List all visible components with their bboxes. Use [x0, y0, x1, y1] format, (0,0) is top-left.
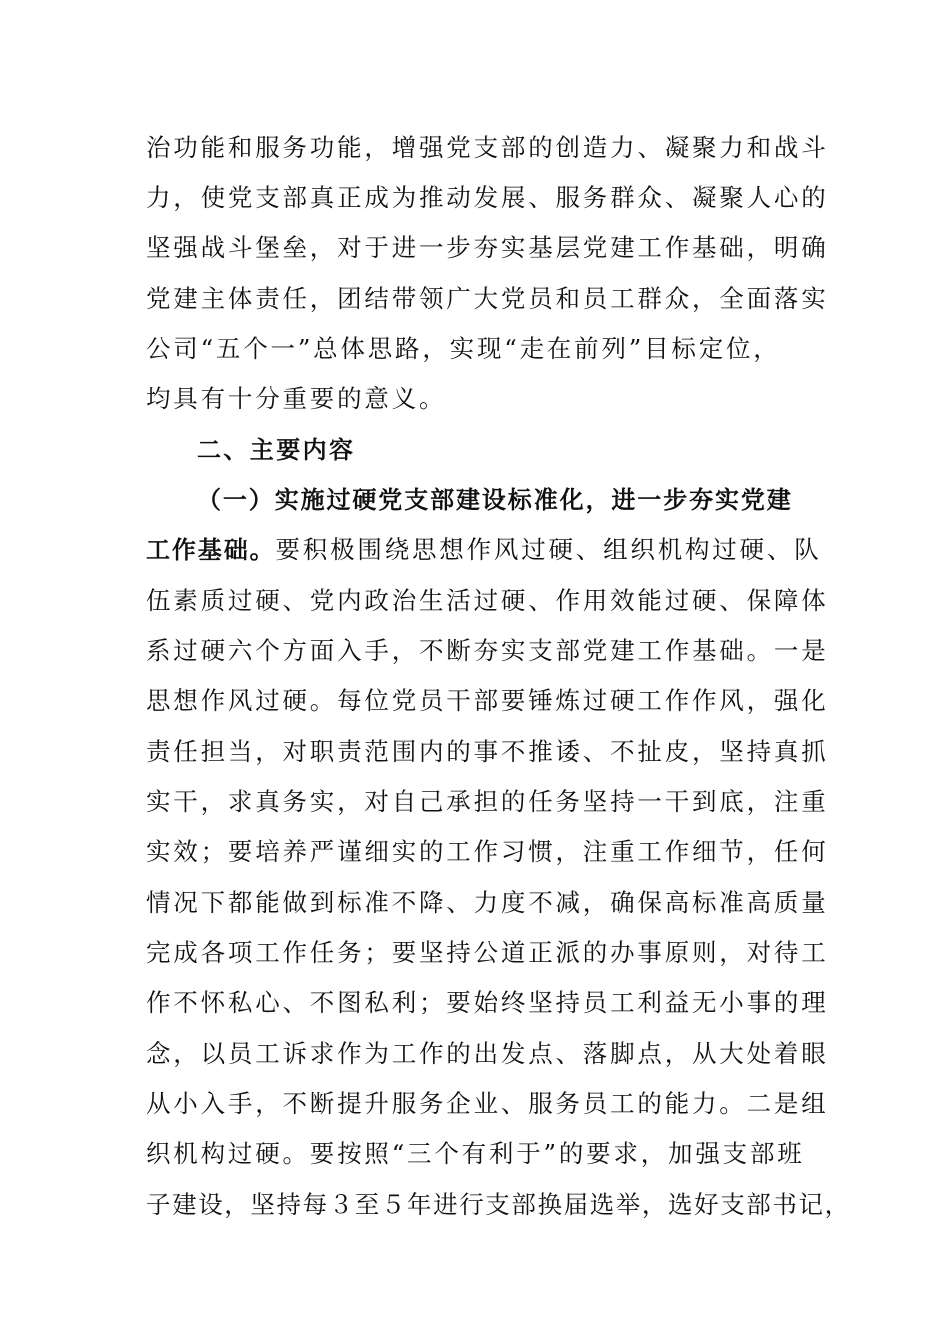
paragraph-line: 均具有十分重要的意义。 — [146, 384, 447, 413]
subsection-title-end: 工作基础。 — [146, 536, 276, 564]
paragraph-line: 伍素质过硬、党内政治生活过硬、作用效能过硬、保障体 — [146, 586, 829, 615]
paragraph-line: 公司“五个一”总体思路，实现“走在前列”目标定位， — [146, 334, 781, 363]
section-heading: 二、主要内容 — [197, 436, 356, 464]
subsection-title: （一）实施过硬党支部建设标准化，进一步夯实党建 — [197, 486, 793, 514]
paragraph-line: 思想作风过硬。每位党员干部要锤炼过硬工作作风，强化 — [146, 686, 829, 715]
paragraph-line: 子建设，坚持每３至５年进行支部换届选举，选好支部书记， — [146, 1190, 851, 1219]
paragraph-line: 从小入手，不断提升服务企业、服务员工的能力。二是组 — [146, 1089, 829, 1118]
paragraph-line: 系过硬六个方面入手，不断夯实支部党建工作基础。一是 — [146, 636, 829, 665]
paragraph-line: 党建主体责任，团结带领广大党员和员工群众，全面落实 — [146, 284, 829, 313]
paragraph-line: 坚强战斗堡垒，对于进一步夯实基层党建工作基础，明确 — [146, 233, 829, 262]
paragraph-line: 责任担当，对职责范围内的事不推诿、不扯皮，坚持真抓 — [146, 737, 829, 766]
paragraph-line: 实效；要培养严谨细实的工作习惯，注重工作细节，任何 — [146, 837, 829, 866]
paragraph-line: 完成各项工作任务；要坚持公道正派的办事原则，对待工 — [146, 938, 829, 967]
paragraph-line: 作不怀私心、不图私利；要始终坚持员工利益无小事的理 — [146, 988, 829, 1017]
paragraph-text: 要积极围绕思想作风过硬、组织机构过硬、队 — [275, 535, 822, 564]
paragraph-line: 念，以员工诉求作为工作的出发点、落脚点，从大处着眼 — [146, 1039, 829, 1068]
paragraph-line: 实干，求真务实，对自己承担的任务坚持一干到底，注重 — [146, 787, 829, 816]
paragraph-line: 治功能和服务功能，增强党支部的创造力、凝聚力和战斗 — [146, 133, 829, 162]
paragraph-line: 情况下都能做到标准不降、力度不减，确保高标准高质量 — [146, 888, 829, 917]
paragraph-line: 织机构过硬。要按照“三个有利于”的要求，加强支部班 — [146, 1139, 805, 1168]
paragraph-line — [146, 530, 822, 570]
paragraph-line: 力，使党支部真正成为推动发展、服务群众、凝聚人心的 — [146, 183, 829, 212]
